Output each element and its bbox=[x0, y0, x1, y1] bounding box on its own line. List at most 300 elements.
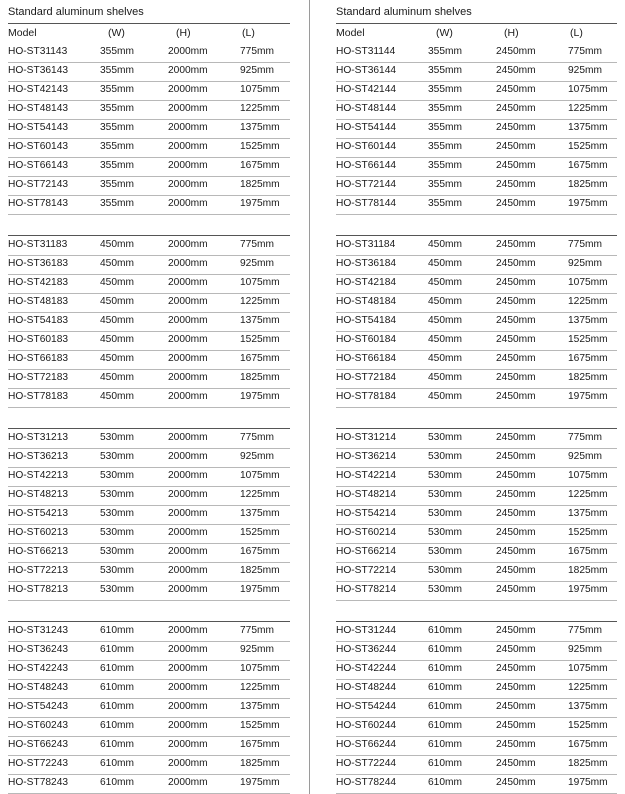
length-cell: 1825mm bbox=[568, 565, 608, 576]
length-cell: 1075mm bbox=[568, 84, 608, 95]
table-row bbox=[8, 176, 290, 196]
length-cell: 1075mm bbox=[240, 277, 280, 288]
height-cell: 2000mm bbox=[168, 277, 208, 288]
length-cell: 1075mm bbox=[568, 663, 608, 674]
column-divider bbox=[309, 0, 310, 794]
table-row bbox=[8, 293, 290, 313]
table-row bbox=[336, 755, 617, 775]
width-cell: 530mm bbox=[428, 565, 462, 576]
height-cell: 2000mm bbox=[168, 451, 208, 462]
height-cell: 2450mm bbox=[496, 508, 536, 519]
width-cell: 355mm bbox=[428, 84, 462, 95]
width-cell: 450mm bbox=[100, 334, 134, 345]
width-cell: 530mm bbox=[100, 489, 134, 500]
length-cell: 1975mm bbox=[240, 391, 280, 402]
length-cell: 775mm bbox=[568, 239, 602, 250]
width-cell: 355mm bbox=[100, 46, 134, 57]
table-row bbox=[336, 698, 617, 718]
width-cell: 610mm bbox=[100, 625, 134, 636]
table-row bbox=[336, 293, 617, 313]
width-cell: 610mm bbox=[100, 758, 134, 769]
model-cell: HO-ST60244 bbox=[336, 720, 397, 731]
width-cell: 530mm bbox=[428, 508, 462, 519]
width-cell: 355mm bbox=[428, 103, 462, 114]
length-cell: 775mm bbox=[240, 625, 274, 636]
header-width: (W) bbox=[108, 27, 125, 39]
model-cell: HO-ST31214 bbox=[336, 432, 397, 443]
width-cell: 450mm bbox=[100, 277, 134, 288]
table-row bbox=[336, 312, 617, 332]
length-cell: 1975mm bbox=[240, 198, 280, 209]
table-row bbox=[336, 43, 617, 63]
length-cell: 1825mm bbox=[240, 179, 280, 190]
length-cell: 1375mm bbox=[568, 508, 608, 519]
table-row bbox=[336, 119, 617, 139]
table-row bbox=[336, 524, 617, 544]
header-width: (W) bbox=[436, 27, 453, 39]
model-cell: HO-ST42213 bbox=[8, 470, 69, 481]
table-row bbox=[8, 429, 290, 449]
width-cell: 355mm bbox=[100, 179, 134, 190]
length-cell: 1975mm bbox=[568, 391, 608, 402]
length-cell: 1375mm bbox=[568, 315, 608, 326]
length-cell: 1525mm bbox=[240, 141, 280, 152]
model-cell: HO-ST36243 bbox=[8, 644, 69, 655]
length-cell: 1675mm bbox=[240, 739, 280, 750]
table-row bbox=[8, 369, 290, 389]
table-row bbox=[336, 467, 617, 487]
length-cell: 1525mm bbox=[568, 720, 608, 731]
height-cell: 2450mm bbox=[496, 179, 536, 190]
height-cell: 2000mm bbox=[168, 739, 208, 750]
height-cell: 2000mm bbox=[168, 508, 208, 519]
height-cell: 2450mm bbox=[496, 65, 536, 76]
model-cell: HO-ST54243 bbox=[8, 701, 69, 712]
height-cell: 2450mm bbox=[496, 720, 536, 731]
model-cell: HO-ST31184 bbox=[336, 239, 396, 250]
header-length: (L) bbox=[242, 27, 255, 39]
table-row bbox=[8, 467, 290, 487]
table-row bbox=[336, 660, 617, 680]
width-cell: 530mm bbox=[428, 432, 462, 443]
model-cell: HO-ST48184 bbox=[336, 296, 397, 307]
height-cell: 2000mm bbox=[168, 682, 208, 693]
table-row bbox=[8, 274, 290, 294]
length-cell: 775mm bbox=[568, 46, 602, 57]
height-cell: 2000mm bbox=[168, 353, 208, 364]
height-cell: 2450mm bbox=[496, 239, 536, 250]
length-cell: 1075mm bbox=[568, 277, 608, 288]
model-cell: HO-ST48213 bbox=[8, 489, 69, 500]
length-cell: 1825mm bbox=[568, 758, 608, 769]
length-cell: 925mm bbox=[240, 258, 274, 269]
table-row bbox=[8, 622, 290, 642]
length-cell: 1825mm bbox=[240, 758, 280, 769]
height-cell: 2000mm bbox=[168, 663, 208, 674]
table-row bbox=[336, 350, 617, 370]
width-cell: 530mm bbox=[100, 508, 134, 519]
model-cell: HO-ST78183 bbox=[8, 391, 69, 402]
length-cell: 1975mm bbox=[568, 584, 608, 595]
width-cell: 610mm bbox=[100, 644, 134, 655]
length-cell: 1825mm bbox=[240, 565, 280, 576]
model-cell: HO-ST78184 bbox=[336, 391, 397, 402]
width-cell: 355mm bbox=[428, 122, 462, 133]
model-cell: HO-ST60213 bbox=[8, 527, 69, 538]
length-cell: 1675mm bbox=[240, 546, 280, 557]
length-cell: 1675mm bbox=[568, 160, 608, 171]
table-row bbox=[8, 581, 290, 601]
height-cell: 2000mm bbox=[168, 296, 208, 307]
table-row bbox=[8, 755, 290, 775]
length-cell: 775mm bbox=[568, 432, 602, 443]
length-cell: 775mm bbox=[240, 239, 274, 250]
model-cell: HO-ST78244 bbox=[336, 777, 397, 788]
length-cell: 1675mm bbox=[568, 353, 608, 364]
width-cell: 355mm bbox=[428, 141, 462, 152]
height-cell: 2000mm bbox=[168, 46, 208, 57]
width-cell: 450mm bbox=[428, 315, 462, 326]
height-cell: 2450mm bbox=[496, 334, 536, 345]
length-cell: 1525mm bbox=[568, 527, 608, 538]
model-cell: HO-ST42244 bbox=[336, 663, 397, 674]
length-cell: 1225mm bbox=[568, 489, 608, 500]
table-row bbox=[8, 138, 290, 158]
length-cell: 1075mm bbox=[568, 470, 608, 481]
model-cell: HO-ST36244 bbox=[336, 644, 397, 655]
length-cell: 1375mm bbox=[240, 701, 280, 712]
model-cell: HO-ST54213 bbox=[8, 508, 69, 519]
height-cell: 2450mm bbox=[496, 682, 536, 693]
width-cell: 610mm bbox=[428, 758, 462, 769]
table-row bbox=[8, 388, 290, 408]
width-cell: 450mm bbox=[100, 391, 134, 402]
table-row bbox=[336, 543, 617, 563]
width-cell: 610mm bbox=[100, 777, 134, 788]
height-cell: 2000mm bbox=[168, 122, 208, 133]
width-cell: 450mm bbox=[428, 372, 462, 383]
height-cell: 2450mm bbox=[496, 258, 536, 269]
height-cell: 2000mm bbox=[168, 565, 208, 576]
table-row bbox=[336, 195, 617, 215]
length-cell: 1975mm bbox=[568, 198, 608, 209]
table-row bbox=[336, 255, 617, 275]
table-row bbox=[8, 236, 290, 256]
length-cell: 1525mm bbox=[240, 720, 280, 731]
height-cell: 2000mm bbox=[168, 103, 208, 114]
table-row bbox=[8, 524, 290, 544]
length-cell: 1675mm bbox=[240, 160, 280, 171]
length-cell: 1675mm bbox=[568, 546, 608, 557]
width-cell: 450mm bbox=[428, 239, 462, 250]
width-cell: 450mm bbox=[100, 372, 134, 383]
width-cell: 610mm bbox=[428, 625, 462, 636]
height-cell: 2450mm bbox=[496, 372, 536, 383]
length-cell: 1225mm bbox=[568, 103, 608, 114]
width-cell: 610mm bbox=[100, 701, 134, 712]
height-cell: 2450mm bbox=[496, 451, 536, 462]
table-row bbox=[336, 369, 617, 389]
height-cell: 2450mm bbox=[496, 353, 536, 364]
table-row bbox=[8, 641, 290, 661]
height-cell: 2450mm bbox=[496, 122, 536, 133]
length-cell: 1675mm bbox=[568, 739, 608, 750]
height-cell: 2450mm bbox=[496, 277, 536, 288]
table-row bbox=[336, 100, 617, 120]
height-cell: 2450mm bbox=[496, 160, 536, 171]
table-row bbox=[336, 717, 617, 737]
height-cell: 2000mm bbox=[168, 84, 208, 95]
height-cell: 2450mm bbox=[496, 296, 536, 307]
height-cell: 2450mm bbox=[496, 739, 536, 750]
table-title: Standard aluminum shelves bbox=[336, 6, 472, 18]
width-cell: 530mm bbox=[428, 470, 462, 481]
length-cell: 925mm bbox=[568, 451, 602, 462]
height-cell: 2450mm bbox=[496, 141, 536, 152]
header-row bbox=[336, 27, 617, 41]
width-cell: 450mm bbox=[428, 391, 462, 402]
table-row bbox=[336, 622, 617, 642]
width-cell: 355mm bbox=[100, 65, 134, 76]
length-cell: 1525mm bbox=[240, 527, 280, 538]
table-row bbox=[336, 429, 617, 449]
model-cell: HO-ST42184 bbox=[336, 277, 397, 288]
height-cell: 2000mm bbox=[168, 527, 208, 538]
model-cell: HO-ST36144 bbox=[336, 65, 397, 76]
model-cell: HO-ST54143 bbox=[8, 122, 69, 133]
height-cell: 2450mm bbox=[496, 391, 536, 402]
model-cell: HO-ST66243 bbox=[8, 739, 69, 750]
model-cell: HO-ST60243 bbox=[8, 720, 69, 731]
model-cell: HO-ST31243 bbox=[8, 625, 69, 636]
width-cell: 610mm bbox=[428, 701, 462, 712]
height-cell: 2000mm bbox=[168, 65, 208, 76]
height-cell: 2450mm bbox=[496, 489, 536, 500]
length-cell: 1975mm bbox=[240, 584, 280, 595]
height-cell: 2450mm bbox=[496, 470, 536, 481]
height-cell: 2000mm bbox=[168, 470, 208, 481]
table-row bbox=[336, 679, 617, 699]
model-cell: HO-ST48144 bbox=[336, 103, 397, 114]
width-cell: 530mm bbox=[100, 565, 134, 576]
header-rule bbox=[336, 23, 617, 24]
model-cell: HO-ST31244 bbox=[336, 625, 397, 636]
length-cell: 1675mm bbox=[240, 353, 280, 364]
model-cell: HO-ST54144 bbox=[336, 122, 397, 133]
model-cell: HO-ST72243 bbox=[8, 758, 69, 769]
model-cell: HO-ST31144 bbox=[336, 46, 396, 57]
length-cell: 1525mm bbox=[568, 334, 608, 345]
model-cell: HO-ST78213 bbox=[8, 584, 69, 595]
width-cell: 450mm bbox=[100, 296, 134, 307]
height-cell: 2000mm bbox=[168, 546, 208, 557]
length-cell: 1225mm bbox=[240, 682, 280, 693]
model-cell: HO-ST60214 bbox=[336, 527, 397, 538]
width-cell: 450mm bbox=[100, 258, 134, 269]
table-row bbox=[336, 176, 617, 196]
header-model: Model bbox=[336, 27, 365, 39]
width-cell: 450mm bbox=[100, 353, 134, 364]
table-row bbox=[8, 717, 290, 737]
height-cell: 2450mm bbox=[496, 584, 536, 595]
length-cell: 925mm bbox=[240, 451, 274, 462]
height-cell: 2450mm bbox=[496, 546, 536, 557]
width-cell: 355mm bbox=[100, 198, 134, 209]
table-row bbox=[8, 543, 290, 563]
length-cell: 1825mm bbox=[568, 179, 608, 190]
table-row bbox=[336, 448, 617, 468]
length-cell: 1825mm bbox=[240, 372, 280, 383]
model-cell: HO-ST48183 bbox=[8, 296, 69, 307]
model-cell: HO-ST66183 bbox=[8, 353, 69, 364]
length-cell: 1375mm bbox=[568, 701, 608, 712]
length-cell: 1225mm bbox=[568, 296, 608, 307]
model-cell: HO-ST66213 bbox=[8, 546, 69, 557]
height-cell: 2000mm bbox=[168, 160, 208, 171]
height-cell: 2450mm bbox=[496, 777, 536, 788]
height-cell: 2450mm bbox=[496, 46, 536, 57]
table-row bbox=[336, 641, 617, 661]
header-model: Model bbox=[8, 27, 37, 39]
length-cell: 1975mm bbox=[240, 777, 280, 788]
length-cell: 775mm bbox=[240, 432, 274, 443]
height-cell: 2450mm bbox=[496, 644, 536, 655]
model-cell: HO-ST54214 bbox=[336, 508, 397, 519]
table-row bbox=[336, 505, 617, 525]
height-cell: 2000mm bbox=[168, 258, 208, 269]
table-row bbox=[8, 81, 290, 101]
width-cell: 450mm bbox=[428, 334, 462, 345]
table-row bbox=[336, 236, 617, 256]
model-cell: HO-ST66214 bbox=[336, 546, 397, 557]
header-height: (H) bbox=[176, 27, 191, 39]
height-cell: 2450mm bbox=[496, 663, 536, 674]
length-cell: 925mm bbox=[568, 258, 602, 269]
height-cell: 2450mm bbox=[496, 315, 536, 326]
table-row bbox=[8, 736, 290, 756]
width-cell: 610mm bbox=[428, 720, 462, 731]
height-cell: 2000mm bbox=[168, 720, 208, 731]
length-cell: 925mm bbox=[568, 65, 602, 76]
model-cell: HO-ST60183 bbox=[8, 334, 69, 345]
model-cell: HO-ST48244 bbox=[336, 682, 397, 693]
height-cell: 2000mm bbox=[168, 141, 208, 152]
width-cell: 450mm bbox=[428, 353, 462, 364]
width-cell: 355mm bbox=[100, 141, 134, 152]
model-cell: HO-ST31143 bbox=[8, 46, 68, 57]
height-cell: 2450mm bbox=[496, 625, 536, 636]
model-cell: HO-ST66144 bbox=[336, 160, 397, 171]
model-cell: HO-ST72214 bbox=[336, 565, 397, 576]
length-cell: 925mm bbox=[240, 644, 274, 655]
table-row bbox=[336, 736, 617, 756]
table-row bbox=[336, 774, 617, 794]
width-cell: 450mm bbox=[100, 315, 134, 326]
width-cell: 530mm bbox=[100, 546, 134, 557]
table-row bbox=[8, 157, 290, 177]
model-cell: HO-ST36214 bbox=[336, 451, 397, 462]
height-cell: 2000mm bbox=[168, 625, 208, 636]
length-cell: 925mm bbox=[240, 65, 274, 76]
length-cell: 1375mm bbox=[240, 122, 280, 133]
table-row bbox=[336, 562, 617, 582]
height-cell: 2000mm bbox=[168, 198, 208, 209]
model-cell: HO-ST72143 bbox=[8, 179, 69, 190]
width-cell: 610mm bbox=[428, 682, 462, 693]
length-cell: 1225mm bbox=[240, 489, 280, 500]
model-cell: HO-ST54183 bbox=[8, 315, 69, 326]
height-cell: 2000mm bbox=[168, 701, 208, 712]
model-cell: HO-ST78144 bbox=[336, 198, 397, 209]
length-cell: 1375mm bbox=[240, 315, 280, 326]
height-cell: 2000mm bbox=[168, 489, 208, 500]
header-height: (H) bbox=[504, 27, 519, 39]
width-cell: 450mm bbox=[100, 239, 134, 250]
table-row bbox=[336, 138, 617, 158]
model-cell: HO-ST42214 bbox=[336, 470, 397, 481]
width-cell: 355mm bbox=[100, 160, 134, 171]
length-cell: 1525mm bbox=[568, 141, 608, 152]
table-row bbox=[336, 81, 617, 101]
height-cell: 2000mm bbox=[168, 644, 208, 655]
height-cell: 2450mm bbox=[496, 432, 536, 443]
width-cell: 355mm bbox=[100, 103, 134, 114]
table-row bbox=[8, 255, 290, 275]
header-rule bbox=[8, 23, 290, 24]
width-cell: 450mm bbox=[428, 277, 462, 288]
model-cell: HO-ST78143 bbox=[8, 198, 69, 209]
width-cell: 610mm bbox=[428, 777, 462, 788]
table-row bbox=[8, 100, 290, 120]
height-cell: 2450mm bbox=[496, 758, 536, 769]
table-row bbox=[8, 774, 290, 794]
length-cell: 775mm bbox=[240, 46, 274, 57]
width-cell: 610mm bbox=[428, 644, 462, 655]
width-cell: 530mm bbox=[100, 584, 134, 595]
model-cell: HO-ST36213 bbox=[8, 451, 69, 462]
table-row bbox=[336, 486, 617, 506]
height-cell: 2000mm bbox=[168, 391, 208, 402]
length-cell: 1225mm bbox=[568, 682, 608, 693]
table-row bbox=[8, 350, 290, 370]
model-cell: HO-ST36184 bbox=[336, 258, 397, 269]
table-row bbox=[8, 119, 290, 139]
table-row bbox=[8, 679, 290, 699]
length-cell: 1225mm bbox=[240, 103, 280, 114]
model-cell: HO-ST72144 bbox=[336, 179, 397, 190]
table-row bbox=[8, 62, 290, 82]
table-row bbox=[336, 62, 617, 82]
width-cell: 530mm bbox=[100, 451, 134, 462]
width-cell: 355mm bbox=[428, 179, 462, 190]
model-cell: HO-ST42144 bbox=[336, 84, 397, 95]
table-row bbox=[8, 448, 290, 468]
height-cell: 2450mm bbox=[496, 565, 536, 576]
model-cell: HO-ST72213 bbox=[8, 565, 69, 576]
model-cell: HO-ST48214 bbox=[336, 489, 397, 500]
model-cell: HO-ST36143 bbox=[8, 65, 69, 76]
width-cell: 355mm bbox=[100, 122, 134, 133]
table-row bbox=[8, 698, 290, 718]
length-cell: 1975mm bbox=[568, 777, 608, 788]
length-cell: 1825mm bbox=[568, 372, 608, 383]
width-cell: 355mm bbox=[428, 46, 462, 57]
table-row bbox=[8, 195, 290, 215]
width-cell: 530mm bbox=[428, 527, 462, 538]
table-row bbox=[8, 562, 290, 582]
width-cell: 530mm bbox=[428, 451, 462, 462]
model-cell: HO-ST78214 bbox=[336, 584, 397, 595]
